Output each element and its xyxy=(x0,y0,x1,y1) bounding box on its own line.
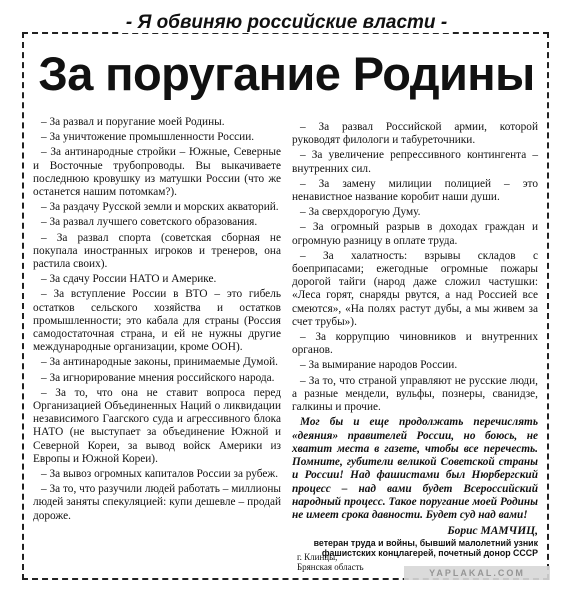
accusation-paragraph: – За уничтожение промышленности России. xyxy=(41,131,255,144)
accusation-paragraph: – За то, что она не ставит вопроса перед Организацией Объединенных Наций о ликвидации независимого Гаагского суда и агрессивного блока НАТО (не выступает за объединение Южной и Северной Кореи, за вывод войск Америки из Европы и Южной Кореи). xyxy=(33,386,281,465)
accusation-paragraph: – За то, что разучили людей работать – миллионы людей заняты спекуляцией: купи дешевле – продай дороже. xyxy=(33,483,281,522)
accusation-paragraph: – За вымирание народов России. xyxy=(300,359,458,372)
accusation-paragraph: – За раздачу Русской земли и морских акваторий. xyxy=(41,201,279,214)
accusation-paragraph: – За замену милиции полицией – это ненавистное название коробит наши души. xyxy=(292,177,538,204)
accusation-paragraph: – За халатность: взрывы складов с боеприпасами; ежегодные огромные пожары дорогой тайги (народ даже сложил частушки: «Леса горят, снаряды рвутся, а над Россией все смеются», «На полях растут дубы, а мы живем за счет трубы»). xyxy=(292,249,538,328)
right-column xyxy=(292,121,538,558)
accusation-paragraph: – За сверхдорогую Думу. xyxy=(300,206,421,219)
signature xyxy=(292,525,538,538)
accusation-paragraph: – За вывоз огромных капиталов России за рубеж. xyxy=(41,468,279,481)
accusation-paragraph: – За коррупцию чиновников и внутренних органов. xyxy=(292,331,538,357)
accusation-paragraph: – За игнорирование мнения российского народа. xyxy=(41,371,275,384)
accusation-paragraph: – За развал и поругание моей Родины. xyxy=(41,116,225,128)
location-region: Брянская область xyxy=(297,562,364,572)
accusation-paragraph: – За увеличение репрессивного контингента – внутренних сил. xyxy=(292,149,538,175)
accusation-paragraph: – За развал лучшего советского образования. xyxy=(41,216,258,229)
article-kicker: - Я обвиняю российские власти - xyxy=(0,12,573,34)
accusation-paragraph: – За огромный разрыв в доходах граждан и огромную разницу в оплате труда. xyxy=(292,221,538,247)
accusation-paragraph: – За антинародные законы, принимаемые Думой. xyxy=(41,356,278,369)
closing-statement: Мог бы и еще продолжать перечислять «деяния» правителей России, но боюсь, не хватит места в газете, чтобы все перечесть. Помните, губители великой Советской страны и России! Над фашистами был Нюрбергский процесс – над вами будет Всероссийский народный процесс. Такое поругание моей Родины не имеет срока давности. Будет суд над вами! xyxy=(292,416,538,522)
author-location xyxy=(297,552,364,572)
author-name: Борис МАМЧИЦ, xyxy=(447,524,538,537)
accusation-paragraph: – За вступление России в ВТО – это гибель остатков сельского хозяйства и остатков промышленности; это кабала для страны (Россия самодостаточная страна, и ей не нужны другие международные организации, кроме ООН). xyxy=(33,288,281,354)
article-headline: За поругание Родины xyxy=(38,47,535,100)
author-credentials: ветеран труда и войны, бывший малолетний узник фашистских концлагерей, почетный донор СССР xyxy=(313,537,538,558)
accusation-paragraph: – За антинародные стройки – Южные, Северные и Восточные трубопроводы. Вы выкачиваете последнюю кровушку из матушки России (что же останется нашим потомкам?). xyxy=(33,146,281,199)
accusation-paragraph: – За то, что страной управляют не русские люди, а разные мендели, вульфы, познеры, сванидзе, галкины и прочие. xyxy=(292,374,538,414)
site-watermark: YAPLAKAL.COM xyxy=(404,566,550,580)
accusation-paragraph: – За развал спорта (советская сборная не покупала иностранных игроков и тренеров, она растила своих). xyxy=(33,231,281,271)
left-column xyxy=(33,116,281,525)
location-city: г. Клинцы, xyxy=(297,552,338,562)
accusation-paragraph: – За развал Российской армии, которой руководят филологи и табуреточники. xyxy=(292,121,538,147)
accusation-paragraph: – За сдачу России НАТО и Америке. xyxy=(41,273,217,286)
